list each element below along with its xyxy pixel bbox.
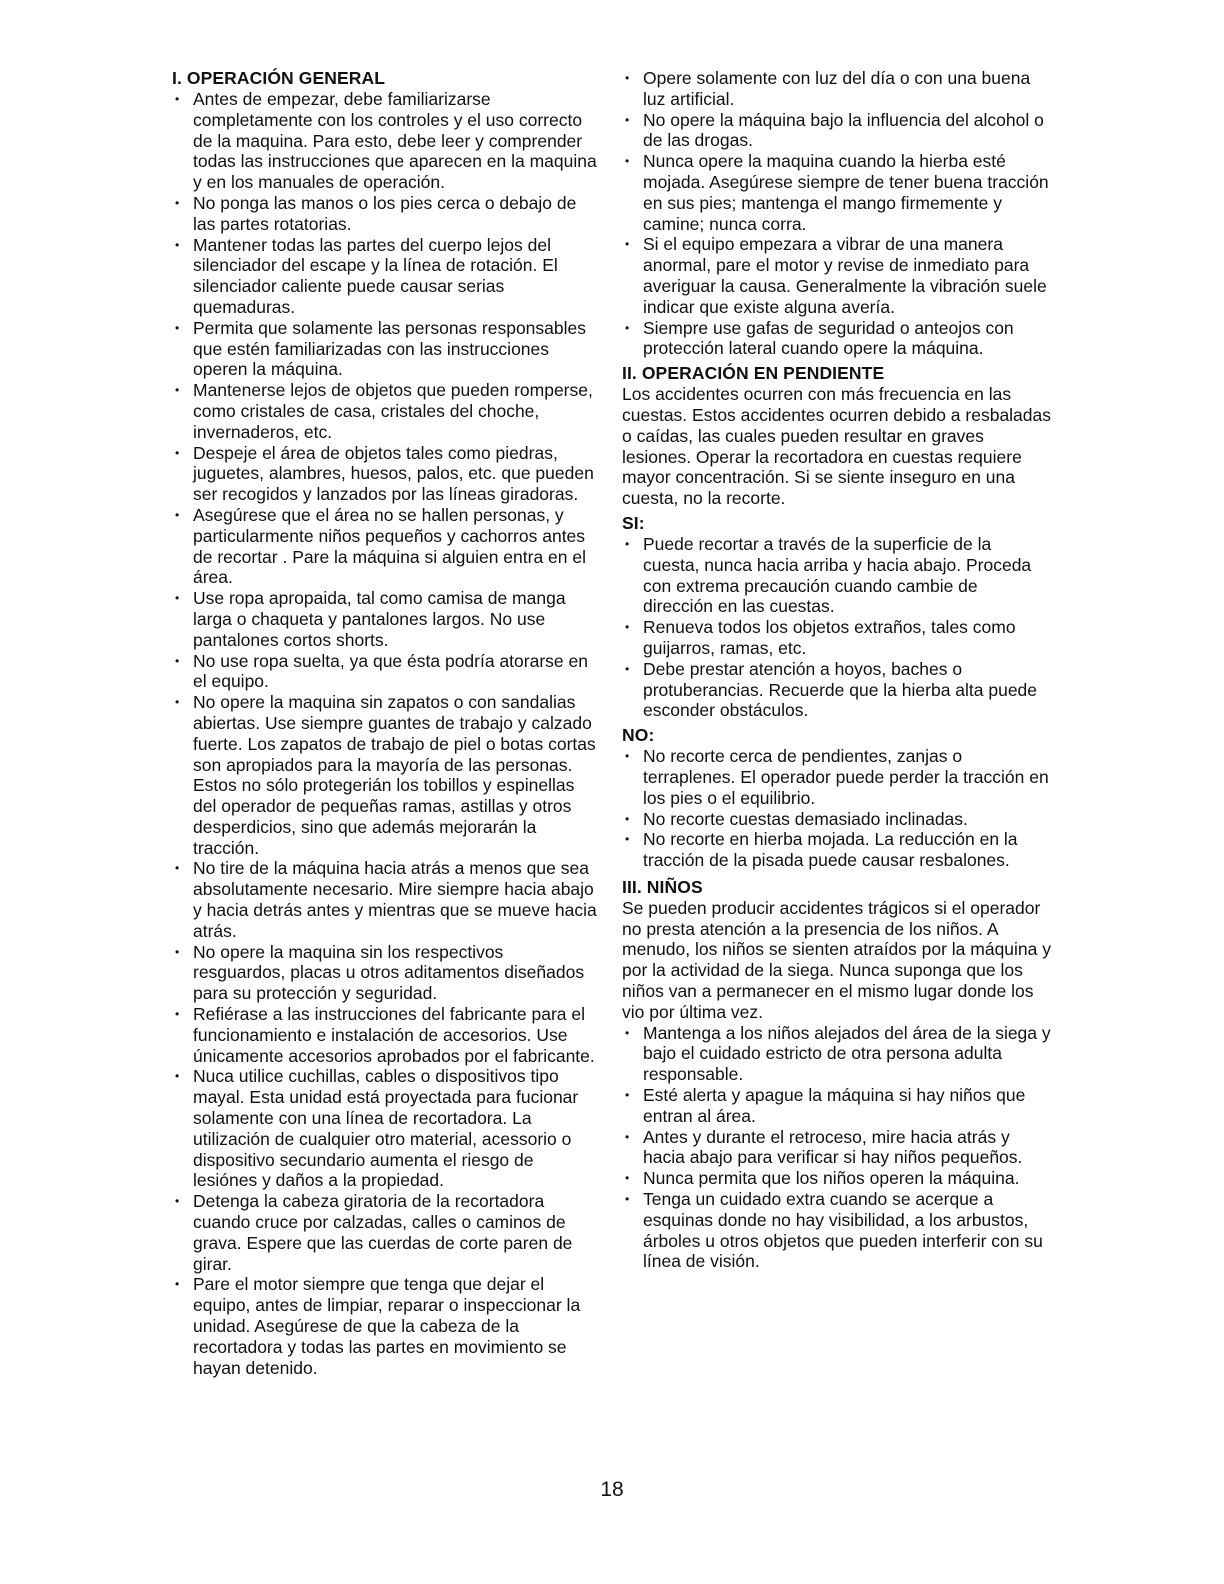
page-number: 18: [600, 1478, 624, 1501]
list-item: • Nuca utilice cuchillas, cables o dispositivos tipo mayal. Esta unidad está proyectada para fucionar solamente con una línea de recortadora. La utilización de cualquier otro material, acessorio o dispositivo secundario aumenta el riesgo de lesiónes y daños a la propiedad.: [172, 1066, 597, 1191]
dont-label: NO:: [622, 725, 655, 746]
list-item: • Despeje el área de objetos tales como piedras, juguetes, alambres, huesos, palos, etc. que pueden ser recogidos y lanzados por las líneas giradoras.: [172, 443, 597, 505]
section-heading-children: III. NIÑOS: [622, 876, 703, 897]
section-heading-general-operation: I. OPERACIÓN GENERAL: [172, 68, 385, 88]
dont-list: [622, 746, 1052, 871]
list-item: • Tenga un cuidado extra cuando se acerque a esquinas donde no hay visibilidad, a los arbustos, árboles u otros objetos que pueden interferir con su línea de visión.: [622, 1189, 1052, 1272]
section-heading-slope-operation: II. OPERACIÓN EN PENDIENTE: [622, 363, 885, 384]
list-item: • No use ropa suelta, ya que ésta podría atorarse en el equipo.: [172, 651, 597, 693]
list-item: • No recorte cuestas demasiado inclinadas.: [622, 809, 1052, 830]
list-item: • No opere la máquina bajo la influencia del alcohol o de las drogas.: [622, 110, 1052, 152]
list-item: • No recorte cerca de pendientes, zanjas o terraplenes. El operador puede perder la tracción en los pies o el equilibrio.: [622, 746, 1052, 808]
list-item: • Antes y durante el retroceso, mire hacia atrás y hacia abajo para verificar si hay niños pequeños.: [622, 1127, 1052, 1169]
list-item: • Permita que solamente las personas responsables que estén familiarizadas con las instrucciones operen la máquina.: [172, 318, 597, 380]
slope-intro-paragraph: Los accidentes ocurren con más frecuencia en las cuestas. Estos accidentes ocurren debido a resbaladas o caídas, las cuales pueden resultar en graves lesiones. Operar la recortadora en cuestas requiere mayor concentración. Si se siente inseguro en una cuesta, no la recorte.: [622, 384, 1052, 509]
right-column: [622, 68, 1052, 1272]
list-item: • No opere la maquina sin los respectivos resguardos, placas u otros aditamentos diseñados para su protección y seguridad.: [172, 942, 597, 1004]
list-item: • No opere la maquina sin zapatos o con sandalias abiertas. Use siempre guantes de trabajo y calzado fuerte. Los zapatos de trabajo de piel o botas cortas son apropiados para la mayoría de las personas. Estos no sólo protegerián los tobillos y espinellas del operador de pequeñas ramas, astillas y otros desperdicios, sino que además mejorarán la tracción.: [172, 692, 597, 858]
list-item: • Puede recortar a través de la superficie de la cuesta, nunca hacia arriba y hacia abajo. Proceda con extrema precaución cuando cambie de dirección en las cuestas.: [622, 534, 1052, 617]
list-item: • No recorte en hierba mojada. La reducción en la tracción de la pisada puede causar resbalones.: [622, 829, 1052, 871]
list-item: • Detenga la cabeza giratoria de la recortadora cuando cruce por calzadas, calles o caminos de grava. Espere que las cuerdas de corte paren de girar.: [172, 1191, 597, 1274]
list-item: • Mantener todas las partes del cuerpo lejos del silenciador del escape y la línea de rotación. El silenciador caliente puede causar serias quemaduras.: [172, 235, 597, 318]
list-item: • Mantenga a los niños alejados del área de la siega y bajo el cuidado estricto de otra persona adulta responsable.: [622, 1023, 1052, 1085]
list-item: • No ponga las manos o los pies cerca o debajo de las partes rotatorias.: [172, 193, 597, 235]
general-operation-list: [172, 89, 597, 1378]
list-item: • Nunca opere la maquina cuando la hierba esté mojada. Asegúrese siempre de tener buena tracción en sus pies; mantenga el mango firmemente y camine; nunca corra.: [622, 151, 1052, 234]
list-item: • Mantenerse lejos de objetos que pueden romperse, como cristales de casa, cristales del choche, invernaderos, etc.: [172, 380, 597, 442]
list-item: • No tire de la máquina hacia atrás a menos que sea absolutamente necesario. Mire siempre hacia abajo y hacia detrás antes y mientras que se mueve hacia atrás.: [172, 858, 597, 941]
list-item: • Use ropa apropaida, tal como camisa de manga larga o chaqueta y pantalones largos. No use pantalones cortos shorts.: [172, 588, 597, 650]
general-operation-list-continued: [622, 68, 1052, 359]
list-item: • Renueva todos los objetos extraños, tales como guijarros, ramas, etc.: [622, 617, 1052, 659]
list-item: • Nunca permita que los niños operen la máquina.: [622, 1168, 1052, 1189]
list-item: • Refiérase a las instrucciones del fabricante para el funcionamiento e instalación de accesorios. Use únicamente accesorios aprobados por el fabricante.: [172, 1004, 597, 1066]
list-item: • Esté alerta y apague la máquina si hay niños que entran al área.: [622, 1085, 1052, 1127]
left-column: [172, 68, 597, 1378]
list-item: • Antes de empezar, debe familiarizarse completamente con los controles y el uso correcto de la maquina. Para esto, debe leer y comprender todas las instrucciones que aparecen en la maquina y en los manuales de operación.: [172, 89, 597, 193]
list-item: • Pare el motor siempre que tenga que dejar el equipo, antes de limpiar, reparar o inspeccionar la unidad. Asegúrese de que la cabeza de la recortadora y todas las partes en movimiento se hayan detenido.: [172, 1274, 597, 1378]
do-label: SI:: [622, 512, 645, 533]
list-item: • Debe prestar atención a hoyos, baches o protuberancias. Recuerde que la hierba alta puede esconder obstáculos.: [622, 659, 1052, 721]
children-intro-paragraph: Se pueden producir accidentes trágicos si el operador no presta atención a la presencia de los niños. A menudo, los niños se sienten atraídos por la máquina y por la actividad de la siega. Nunca suponga que los niños van a permanecer en el mismo lugar donde los vio por última vez.: [622, 897, 1052, 1022]
list-item: • Si el equipo empezara a vibrar de una manera anormal, pare el motor y revise de inmediato para averiguar la causa. Generalmente la vibración suele indicar que existe alguna avería.: [622, 234, 1052, 317]
list-item: • Siempre use gafas de seguridad o anteojos con protección lateral cuando opere la máquina.: [622, 318, 1052, 360]
children-list: [622, 1023, 1052, 1273]
do-list: [622, 534, 1052, 721]
list-item: • Opere solamente con luz del día o con una buena luz artificial.: [622, 68, 1052, 110]
list-item: • Asegúrese que el área no se hallen personas, y particularmente niños pequeños y cachorros antes de recortar . Pare la máquina si alguien entra en el área.: [172, 505, 597, 588]
